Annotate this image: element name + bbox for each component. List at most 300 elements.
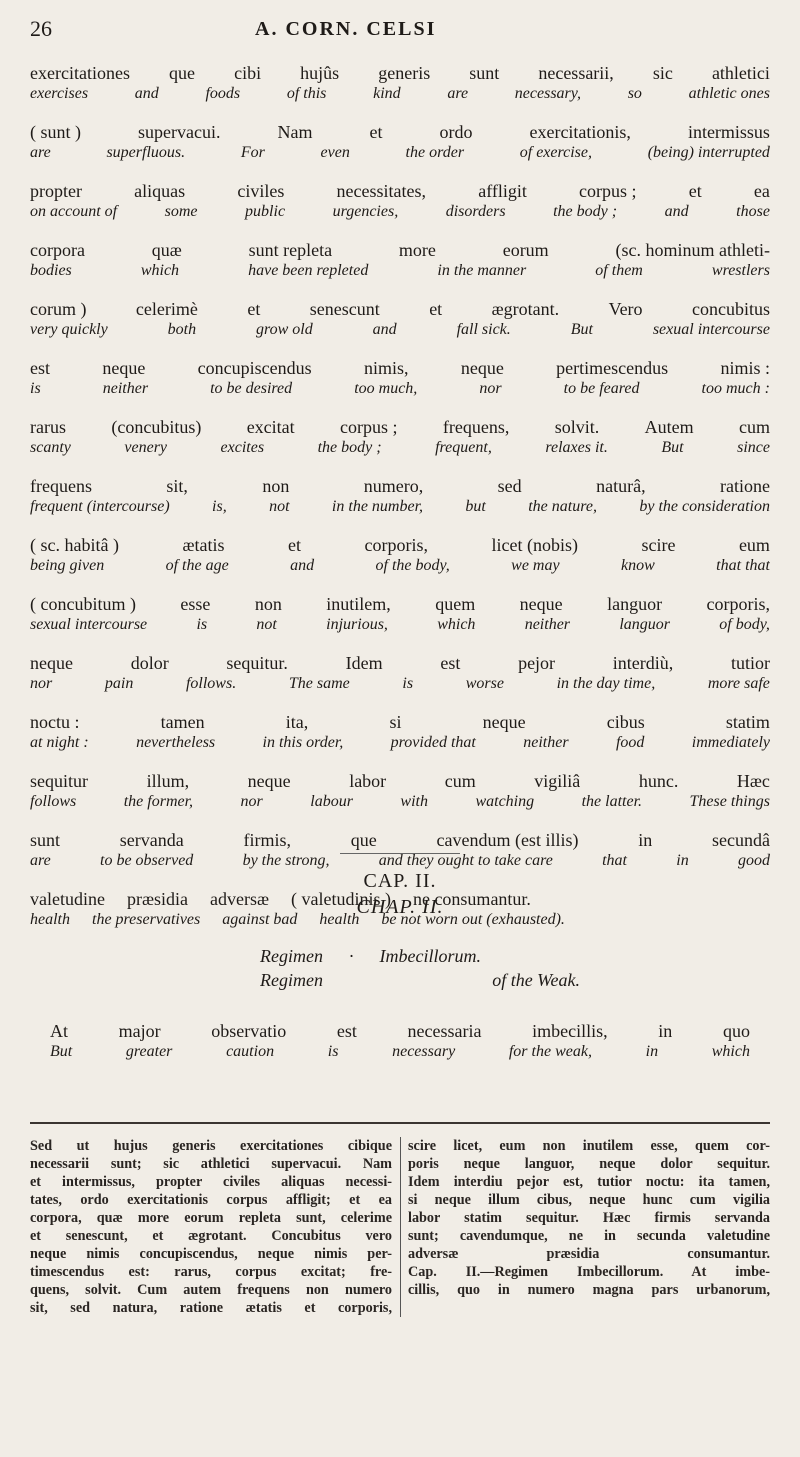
latin-word: sic <box>652 63 673 83</box>
column-divider <box>400 1137 401 1317</box>
english-word: to be desired <box>210 380 293 397</box>
english-word: in the manner <box>437 262 527 279</box>
column-line: poris neque languor, neque dolor sequitur. <box>408 1156 770 1172</box>
latin-word: propter <box>30 181 82 201</box>
english-word: immediately <box>691 734 770 751</box>
english-word: in the day time, <box>556 675 656 692</box>
latin-word: illum, <box>146 771 190 791</box>
latin-word: quo <box>722 1021 750 1041</box>
latin-word: naturâ, <box>596 476 646 496</box>
latin-word: affligit <box>478 181 527 201</box>
english-word: venery <box>124 439 168 456</box>
english-gloss-line <box>50 1042 750 1061</box>
english-word: that that <box>716 557 770 574</box>
english-word: sexual intercourse <box>30 616 148 633</box>
english-word: fall sick. <box>456 321 511 338</box>
english-word: of exercise, <box>519 144 593 161</box>
latin-word: neque <box>482 712 526 732</box>
latin-word: ( sunt ) <box>30 122 81 142</box>
english-word: labour <box>310 793 353 810</box>
latin-word: statim <box>725 712 770 732</box>
latin-word: senescunt <box>309 299 380 319</box>
latin-word: neque <box>30 653 73 673</box>
english-gloss-line <box>30 438 770 457</box>
latin-word: necessarii, <box>538 63 614 83</box>
english-word: neither <box>523 734 569 751</box>
english-word: both <box>167 321 197 338</box>
english-word: is <box>196 616 208 633</box>
latin-word: civiles <box>237 181 285 201</box>
english-word: for the weak, <box>508 1043 592 1060</box>
latin-word: quem <box>435 594 476 614</box>
latin-word: neque <box>247 771 291 791</box>
english-word: since <box>737 439 770 456</box>
english-word: in <box>645 1043 659 1060</box>
english-word: But <box>570 321 593 338</box>
english-word: which <box>437 616 476 633</box>
english-word: of them <box>595 262 643 279</box>
english-word: is <box>402 675 414 692</box>
english-gloss-line <box>30 556 770 575</box>
chapter-latin-heading: CAP. II. <box>363 870 437 892</box>
latin-word: corum ) <box>30 299 87 319</box>
english-gloss-line <box>30 379 770 398</box>
page-header <box>30 16 770 56</box>
english-word: some <box>164 203 198 220</box>
column-line: Cap. II.—Regimen Imbecillorum. At imbe- <box>408 1264 770 1280</box>
chapter-title <box>260 944 580 992</box>
english-word: neither <box>102 380 149 397</box>
english-word: and <box>290 557 315 574</box>
english-word: necessary <box>392 1043 456 1060</box>
english-word: grow old <box>256 321 313 338</box>
latin-word: exercitationis, <box>529 122 631 142</box>
english-word: follows <box>30 793 77 810</box>
english-word: of the body, <box>375 557 450 574</box>
english-word: neither <box>524 616 571 633</box>
title-word: of the Weak. <box>492 970 580 990</box>
english-word: nor <box>479 380 502 397</box>
latin-text-columns <box>30 1137 770 1317</box>
latin-word: rarus <box>30 417 66 437</box>
chapter-heading <box>0 868 800 920</box>
latin-word: exercitationes <box>30 63 130 83</box>
latin-word: frequens, <box>442 417 510 437</box>
latin-word: corpus ; <box>340 417 398 437</box>
english-word: For <box>240 144 265 161</box>
latin-word: est <box>440 653 461 673</box>
latin-word: concubitus <box>692 299 770 319</box>
english-word: on account of <box>30 203 118 220</box>
latin-word: At <box>50 1021 68 1041</box>
column-line: neque nimis concupiscendus, neque nimis per- <box>30 1246 392 1262</box>
latin-word: ne consumantur. <box>412 889 531 909</box>
latin-word: more <box>398 240 436 260</box>
english-word: sexual intercourse <box>652 321 770 338</box>
english-word: the order <box>405 144 465 161</box>
english-gloss-line <box>30 143 770 162</box>
latin-word: non <box>262 476 290 496</box>
latin-line <box>30 298 770 320</box>
latin-word: vigiliâ <box>534 771 581 791</box>
latin-word: supervacui. <box>138 122 221 142</box>
english-gloss-line <box>30 84 770 103</box>
interlinear-pair <box>30 770 770 811</box>
english-word: scanty <box>30 439 71 456</box>
english-word: even <box>320 144 350 161</box>
english-word: superfluous. <box>106 144 186 161</box>
latin-word: cibi <box>234 63 262 83</box>
english-word: But <box>50 1043 73 1060</box>
english-word: in the number, <box>331 498 424 515</box>
latin-line <box>50 1020 750 1042</box>
column-line: labor statim sequitur. Hæc firmis servanda <box>408 1210 770 1226</box>
latin-word: dolor <box>130 653 169 673</box>
english-word: is <box>327 1043 339 1060</box>
latin-word: ratione <box>720 476 770 496</box>
latin-line <box>30 239 770 261</box>
latin-word: tamen <box>160 712 205 732</box>
english-word: kind <box>373 85 401 102</box>
english-word: The same <box>288 675 350 692</box>
latin-word: secundâ <box>711 830 770 850</box>
english-word: caution <box>226 1043 275 1060</box>
latin-word: Autem <box>644 417 694 437</box>
latin-word: neque <box>460 358 504 378</box>
latin-word: Idem <box>345 653 383 673</box>
latin-word: languor <box>607 594 663 614</box>
english-word: frequent, <box>435 439 492 456</box>
english-word: know <box>620 557 655 574</box>
latin-word: solvit. <box>554 417 600 437</box>
english-word: the latter. <box>581 793 643 810</box>
latin-word: quæ <box>151 240 182 260</box>
latin-word: sunt <box>469 63 500 83</box>
english-word: nor <box>240 793 263 810</box>
english-word: necessary, <box>514 85 581 102</box>
english-word: very quickly <box>30 321 108 338</box>
english-word: food <box>615 734 645 751</box>
page-number: 26 <box>30 16 52 41</box>
latin-word: cum <box>444 771 476 791</box>
column-line: tates, ordo exercitationis corpus affligit; et ea <box>30 1192 392 1208</box>
latin-line <box>30 711 770 733</box>
english-gloss-line <box>30 261 770 280</box>
latin-word: corpus ; <box>579 181 637 201</box>
latin-word: noctu : <box>30 712 80 732</box>
interlinear-pair <box>30 121 770 162</box>
latin-word: valetudine <box>30 889 105 909</box>
latin-word: corporis, <box>706 594 770 614</box>
column-line: scire licet, eum non inutilem esse, quem cor- <box>408 1138 770 1154</box>
english-word: against bad <box>222 911 298 928</box>
english-word: too much, <box>354 380 418 397</box>
english-word: too much : <box>701 380 770 397</box>
latin-word: Hæc <box>736 771 770 791</box>
latin-line <box>30 121 770 143</box>
latin-word: adversæ <box>209 889 269 909</box>
latin-word: ( sc. habitâ ) <box>30 535 119 555</box>
english-gloss-line <box>30 733 770 752</box>
english-word: at night : <box>30 734 89 751</box>
running-title: A. CORN. CELSI <box>255 18 437 40</box>
english-gloss-line <box>30 320 770 339</box>
column-line: quens, solvit. Cum autem frequens non numero <box>30 1282 392 1298</box>
latin-word: non <box>254 594 282 614</box>
english-word: are <box>30 852 51 869</box>
latin-word: firmis, <box>243 830 291 850</box>
latin-word: necessaria <box>407 1021 482 1041</box>
latin-word: Vero <box>608 299 643 319</box>
latin-line <box>30 770 770 792</box>
english-word: in this order, <box>262 734 344 751</box>
latin-word: aliquas <box>134 181 186 201</box>
english-word: exercises <box>30 85 89 102</box>
chapter-opening-interlinear <box>50 1020 750 1061</box>
english-word: urgencies, <box>332 203 399 220</box>
english-word: relaxes it. <box>545 439 608 456</box>
latin-line <box>30 652 770 674</box>
chapter-title-latin <box>260 944 580 968</box>
column-line: corpora, quæ more eorum repleta sunt, celerime <box>30 1210 392 1226</box>
column-line: et senescunt, et ægrotant. Concubitus vero <box>30 1228 392 1244</box>
latin-word: concupiscendus <box>197 358 312 378</box>
english-word: worse <box>465 675 504 692</box>
english-word: the body ; <box>553 203 618 220</box>
latin-word: ita, <box>285 712 309 732</box>
interlinear-pair <box>30 62 770 103</box>
english-word: the body ; <box>317 439 382 456</box>
english-word: but <box>465 498 486 515</box>
interlinear-pair <box>30 416 770 457</box>
left-column <box>30 1137 392 1317</box>
latin-word: ea <box>753 181 770 201</box>
interlinear-pair <box>30 298 770 339</box>
english-word: injurious, <box>326 616 388 633</box>
english-word: to be feared <box>563 380 640 397</box>
column-line: si neque illum cibus, neque hunc cum vigilia <box>408 1192 770 1208</box>
interlinear-pair <box>30 829 770 870</box>
column-line: et intermissus, propter civiles aliquas necessi- <box>30 1174 392 1190</box>
latin-word: est <box>336 1021 357 1041</box>
latin-word: observatio <box>211 1021 287 1041</box>
english-word: provided that <box>390 734 476 751</box>
english-word: disorders <box>445 203 506 220</box>
interlinear-pair <box>30 652 770 693</box>
english-word: the preservatives <box>92 911 201 928</box>
latin-word: si <box>389 712 402 732</box>
latin-word: ætatis <box>182 535 225 555</box>
english-word: follows. <box>185 675 237 692</box>
latin-word: labor <box>349 771 387 791</box>
english-word: which <box>711 1043 750 1060</box>
english-word: are <box>447 85 469 102</box>
latin-word: hujûs <box>300 63 340 83</box>
latin-word: que <box>169 63 196 83</box>
latin-word: in <box>658 1021 673 1041</box>
latin-word: hunc. <box>638 771 679 791</box>
latin-word: et <box>688 181 702 201</box>
english-word: have been repleted <box>248 262 369 279</box>
english-gloss-line <box>30 202 770 221</box>
latin-word: sunt <box>30 830 61 850</box>
english-word: and <box>372 321 397 338</box>
english-word: (being) interrupted <box>647 144 770 161</box>
latin-word: ordo <box>439 122 473 142</box>
latin-word: imbecillis, <box>532 1021 608 1041</box>
latin-line <box>30 62 770 84</box>
latin-word: cavendum (est illis) <box>436 830 579 850</box>
english-word: that <box>602 852 627 869</box>
latin-word: major <box>118 1021 161 1041</box>
english-gloss-line <box>30 792 770 811</box>
interlinear-text <box>30 62 770 947</box>
latin-word: ( concubitum ) <box>30 594 136 614</box>
latin-word: sequitur <box>30 771 88 791</box>
english-word: good <box>737 852 770 869</box>
english-word: the former, <box>123 793 194 810</box>
english-word: more safe <box>707 675 770 692</box>
latin-word: præsidia <box>126 889 188 909</box>
english-word: not <box>269 498 290 515</box>
english-word: is, <box>212 498 227 515</box>
latin-word: eorum <box>502 240 549 260</box>
latin-word: pertimescendus <box>556 358 669 378</box>
interlinear-pair <box>30 593 770 634</box>
latin-word: est <box>30 358 50 378</box>
english-word: those <box>736 203 770 220</box>
english-word: is <box>30 380 41 397</box>
latin-word: pejor <box>518 653 556 673</box>
english-word: But <box>661 439 684 456</box>
latin-word: frequens <box>30 476 92 496</box>
english-word: public <box>245 203 286 220</box>
latin-word: (sc. hominum athleti- <box>615 240 770 260</box>
latin-word: excitat <box>246 417 295 437</box>
english-word: wrestlers <box>711 262 770 279</box>
chapter-title-english <box>260 968 580 992</box>
interlinear-pair <box>30 357 770 398</box>
latin-word: generis <box>378 63 431 83</box>
latin-word: in <box>638 830 653 850</box>
english-word: and they ought to take care <box>378 852 553 869</box>
latin-word: sunt repleta <box>248 240 333 260</box>
english-word: so <box>627 85 642 102</box>
column-line: sunt; cavendumque, ne in secunda valetudine <box>408 1228 770 1244</box>
latin-line <box>30 593 770 615</box>
latin-line <box>30 180 770 202</box>
english-word: greater <box>125 1043 173 1060</box>
latin-word: neque <box>102 358 146 378</box>
latin-word: esse <box>180 594 211 614</box>
english-word: being given <box>30 557 105 574</box>
english-word: frequent (intercourse) <box>30 498 170 515</box>
english-word: health <box>30 911 70 928</box>
english-word: to be observed <box>100 852 194 869</box>
title-word: Regimen <box>260 970 323 990</box>
interlinear-pair <box>30 711 770 752</box>
right-column <box>408 1137 770 1317</box>
english-word: and <box>664 203 689 220</box>
latin-word: inutilem, <box>326 594 391 614</box>
english-word: with <box>400 793 428 810</box>
chapter-english-heading: CHAP. II. <box>356 896 444 918</box>
english-word: of body, <box>719 616 770 633</box>
english-gloss-line <box>30 674 770 693</box>
latin-word: et <box>287 535 301 555</box>
latin-word: servanda <box>119 830 184 850</box>
column-line: Sed ut hujus generis exercitationes cibique <box>30 1138 392 1154</box>
english-word: of the age <box>165 557 229 574</box>
latin-word: sequitur. <box>226 653 288 673</box>
english-word: and <box>134 85 159 102</box>
english-word: are <box>30 144 51 161</box>
column-line: adversæ præsidia consumantur. <box>408 1246 770 1262</box>
latin-word: licet (nobis) <box>491 535 578 555</box>
latin-word: numero, <box>363 476 424 496</box>
interlinear-pair <box>30 534 770 575</box>
english-word: nevertheless <box>136 734 216 751</box>
latin-word: et <box>247 299 261 319</box>
latin-word: eum <box>738 535 770 555</box>
title-word: · <box>348 946 354 966</box>
english-word: in <box>676 852 689 869</box>
column-line: cillis, quo in numero magna pars urbanorum, <box>408 1282 770 1298</box>
latin-word: necessitates, <box>336 181 427 201</box>
latin-line <box>30 534 770 556</box>
title-word: Imbecillorum. <box>379 946 481 966</box>
english-word: bodies <box>30 262 72 279</box>
latin-word: nimis : <box>720 358 770 378</box>
latin-word: sit, <box>166 476 188 496</box>
title-word: Regimen <box>260 946 323 966</box>
english-word: not <box>256 616 277 633</box>
latin-word: sed <box>497 476 522 496</box>
latin-word: celerimè <box>135 299 198 319</box>
latin-word: athletici <box>711 63 770 83</box>
column-line: Idem interdiu pejor est, tutior noctu: ita tamen, <box>408 1174 770 1190</box>
english-word: These things <box>689 793 770 810</box>
latin-line <box>30 357 770 379</box>
english-gloss-line <box>30 615 770 634</box>
english-word: watching <box>475 793 535 810</box>
latin-word: Nam <box>277 122 313 142</box>
english-word: athletic ones <box>688 85 770 102</box>
latin-word: cibus <box>606 712 645 732</box>
latin-word: neque <box>519 594 563 614</box>
column-line: timescendus est: rarus, corpus excitat; fre- <box>30 1264 392 1280</box>
english-word: excites <box>220 439 265 456</box>
english-gloss-line <box>30 497 770 516</box>
english-word: we may <box>511 557 560 574</box>
latin-word: scire <box>641 535 676 555</box>
latin-word: ( valetudinis ) <box>290 889 391 909</box>
english-word: by the consideration <box>639 498 770 515</box>
english-word: by the strong, <box>242 852 330 869</box>
latin-line <box>30 475 770 497</box>
latin-word: interdiù, <box>612 653 674 673</box>
english-word: nor <box>30 675 53 692</box>
column-line: necessarii sunt; sic athletici supervacui. Nam <box>30 1156 392 1172</box>
latin-word: et <box>429 299 443 319</box>
latin-line <box>30 829 770 851</box>
interlinear-pair <box>30 180 770 221</box>
latin-word: intermissus <box>687 122 770 142</box>
english-word: be not worn out (exhausted). <box>381 911 565 928</box>
latin-word: nimis, <box>363 358 409 378</box>
latin-word: ægrotant. <box>491 299 560 319</box>
english-word: the nature, <box>528 498 597 515</box>
